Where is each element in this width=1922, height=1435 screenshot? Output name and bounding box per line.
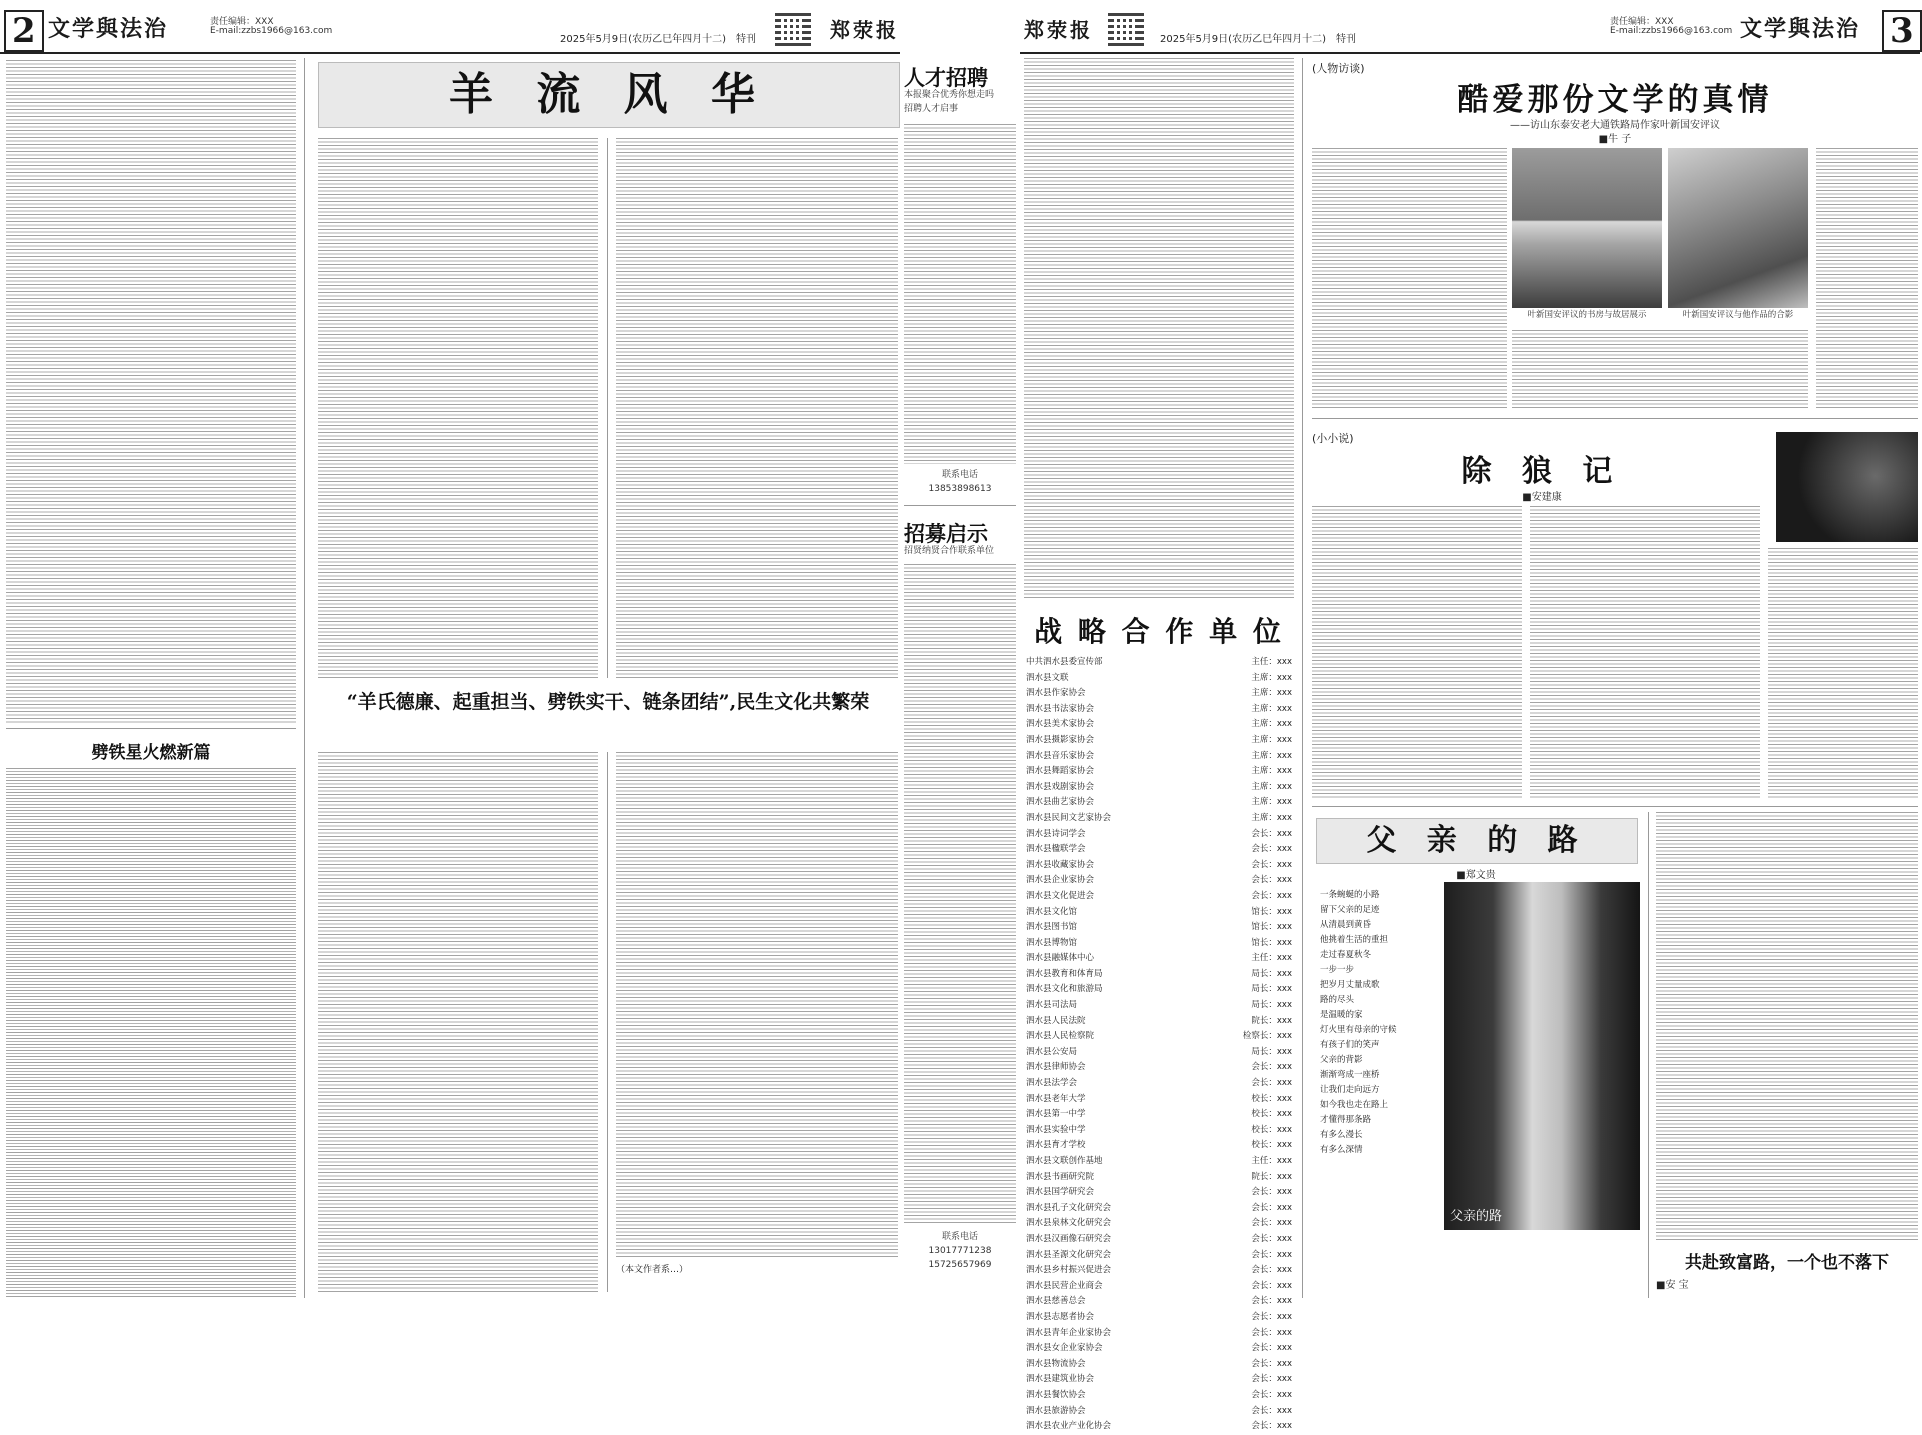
partner-name: 泗水县曲艺家协会 xyxy=(1026,797,1095,808)
poem-line: 一条蜿蜒的小路 xyxy=(1320,890,1380,900)
partner-name: 泗水县作家协会 xyxy=(1026,688,1086,699)
partner-name: 泗水县物流协会 xyxy=(1026,1358,1086,1369)
strategy-partner-item xyxy=(1026,811,1292,827)
partner-contact: 主任：xxx xyxy=(1251,657,1292,667)
partner-name: 泗水县老年大学 xyxy=(1026,1093,1086,1104)
feature-photo-portrait xyxy=(1668,148,1808,308)
strategy-partner-item xyxy=(1026,1341,1292,1357)
hiring-body xyxy=(904,564,1016,1224)
partner-contact: 主任：xxx xyxy=(1251,1156,1292,1166)
partner-contact: 会长：xxx xyxy=(1251,1202,1292,1213)
strategy-partners-title: 战 略 合 作 单 位 xyxy=(1034,615,1284,648)
poem-line: 路的尽头 xyxy=(1320,995,1355,1005)
strategy-partner-item xyxy=(1026,967,1292,983)
partner-name: 泗水县法学会 xyxy=(1026,1078,1078,1089)
strategy-partner-item xyxy=(1026,1060,1292,1076)
poem-line: 他挑着生活的重担 xyxy=(1320,935,1389,945)
partner-name: 泗水县乡村振兴促进会 xyxy=(1026,1265,1112,1276)
strategy-partner-item xyxy=(1026,982,1292,998)
issue-date: 2025年5月9日(农历乙巳年四月十二) 特刊 xyxy=(1160,34,1356,45)
partner-name: 泗水县博物馆 xyxy=(1026,937,1078,948)
partner-contact: 院长：xxx xyxy=(1251,1015,1292,1026)
poem-line: 把岁月丈量成歌 xyxy=(1320,980,1380,990)
feature-kicker: (人物访谈) xyxy=(1312,62,1365,75)
photo-caption: 叶新国安评议的书房与故居展示 xyxy=(1527,310,1647,320)
strategy-partner-item xyxy=(1026,702,1292,718)
issue-date: 2025年5月9日(农历乙巳年四月十二) 特刊 xyxy=(560,34,756,45)
article-column xyxy=(1656,812,1918,1242)
story-kicker: (小小说) xyxy=(1312,432,1354,445)
partner-contact: 会长：xxx xyxy=(1251,1265,1292,1276)
strategy-partner-item xyxy=(1026,1045,1292,1061)
recruit-title: 人才招聘 xyxy=(904,65,988,90)
partner-contact: 会长：xxx xyxy=(1251,875,1292,886)
strategy-partner-item xyxy=(1026,795,1292,811)
poem-line: 有多么漫长 xyxy=(1320,1130,1363,1140)
strategy-partner-item xyxy=(1026,827,1292,843)
partner-name: 泗水县慈善总会 xyxy=(1026,1296,1086,1307)
strategy-partner-item xyxy=(1026,1388,1292,1404)
partner-name: 泗水县文联创作基地 xyxy=(1026,1156,1103,1166)
newspaper-page-3 xyxy=(1020,0,1920,1432)
partner-name: 泗水县收藏家协会 xyxy=(1026,859,1095,870)
partner-contact: 主席：xxx xyxy=(1251,750,1292,761)
strategy-partner-item xyxy=(1026,1014,1292,1030)
article-column xyxy=(1312,506,1522,798)
photo-label: 父亲的路 xyxy=(1450,1209,1503,1224)
partner-name: 泗水县文化和旅游局 xyxy=(1026,984,1103,995)
paper-name: 郑荥报 xyxy=(830,18,899,42)
partner-contact: 校长：xxx xyxy=(1251,1109,1292,1120)
partner-contact: 会长：xxx xyxy=(1251,1358,1292,1369)
qr-code-icon[interactable] xyxy=(1108,10,1144,46)
poem-line: 是温暖的家 xyxy=(1320,1010,1363,1020)
divider xyxy=(904,505,1016,506)
recruit-phone: 13853898613 xyxy=(928,484,992,494)
partner-name: 泗水县司法局 xyxy=(1026,1000,1078,1011)
divider xyxy=(1648,812,1649,1298)
strategy-partner-item xyxy=(1026,873,1292,889)
strategy-partner-item xyxy=(1026,1123,1292,1139)
center-sidebar xyxy=(900,0,1020,1304)
article-column xyxy=(6,768,296,1298)
partner-contact: 会长：xxx xyxy=(1251,1311,1292,1322)
recruit-contact: 联系电话 xyxy=(941,470,978,480)
poem-line: 让我们走向远方 xyxy=(1320,1085,1380,1095)
masthead-brand: 文学與法治 xyxy=(1740,16,1861,42)
strategy-partner-item xyxy=(1026,889,1292,905)
partner-contact: 会长：xxx xyxy=(1251,1062,1292,1073)
strategy-partner-item xyxy=(1026,764,1292,780)
partner-contact: 会长：xxx xyxy=(1251,828,1292,839)
partner-name: 泗水县青年企业家协会 xyxy=(1026,1327,1112,1338)
strategy-partner-item xyxy=(1026,1185,1292,1201)
partner-name: 泗水县民营企业商会 xyxy=(1026,1280,1103,1291)
strategy-partner-item xyxy=(1026,686,1292,702)
partner-contact: 会长：xxx xyxy=(1251,1327,1292,1338)
article-column xyxy=(616,138,898,678)
strategy-partner-item xyxy=(1026,1372,1292,1388)
article-column xyxy=(1024,58,1294,598)
page-number: 2 xyxy=(4,10,44,52)
poem-line: 如今我也走在路上 xyxy=(1320,1100,1389,1110)
poem-line: 父亲的背影 xyxy=(1320,1055,1363,1065)
strategy-partner-item xyxy=(1026,936,1292,952)
partner-contact: 会长：xxx xyxy=(1251,844,1292,855)
partner-contact: 馆长：xxx xyxy=(1251,922,1292,933)
partner-contact: 会长：xxx xyxy=(1251,1280,1292,1291)
partner-contact: 会长：xxx xyxy=(1251,1249,1292,1260)
strategy-partner-item xyxy=(1026,1326,1292,1342)
partner-contact: 主席：xxx xyxy=(1251,812,1292,823)
partner-contact: 院长：xxx xyxy=(1251,1171,1292,1182)
poem-title: 父 亲 的 路 xyxy=(1316,818,1638,864)
photo-caption: 叶新国安评议与他作品的合影 xyxy=(1682,310,1794,320)
partner-name: 泗水县志愿者协会 xyxy=(1026,1311,1095,1322)
paper-name: 郑荥报 xyxy=(1024,18,1093,42)
article-column xyxy=(1312,148,1507,408)
article-column xyxy=(6,60,296,725)
partner-name: 中共泗水县委宣传部 xyxy=(1026,657,1103,667)
partner-name: 泗水县圣源文化研究会 xyxy=(1026,1249,1112,1260)
partner-name: 泗水县公安局 xyxy=(1026,1046,1078,1057)
partner-name: 泗水县女企业家协会 xyxy=(1026,1343,1103,1354)
strategy-partner-item xyxy=(1026,1138,1292,1154)
divider xyxy=(1312,806,1918,807)
poem-byline: ■郑文贵 xyxy=(1456,870,1496,881)
partner-name: 泗水县楹联学会 xyxy=(1026,844,1086,855)
strategy-partner-item xyxy=(1026,1263,1292,1279)
partner-name: 泗水县诗词学会 xyxy=(1026,828,1086,839)
story-title: 除 狼 记 xyxy=(1461,454,1623,489)
partner-name: 泗水县文联 xyxy=(1026,672,1069,683)
hiring-phone: 15725657969 xyxy=(928,1260,992,1270)
partner-name: 泗水县融媒体中心 xyxy=(1026,953,1095,964)
partner-contact: 会长：xxx xyxy=(1251,1421,1292,1432)
poem-line: 才懂得那条路 xyxy=(1320,1115,1372,1125)
strategy-partner-item xyxy=(1026,905,1292,921)
strategy-partner-item xyxy=(1026,1294,1292,1310)
strategy-partner-item xyxy=(1026,1357,1292,1373)
strategy-partner-item xyxy=(1026,1154,1292,1170)
newspaper-page-2 xyxy=(0,0,900,1304)
partner-name: 泗水县人民检察院 xyxy=(1026,1031,1095,1042)
recruit-body xyxy=(904,124,1016,464)
page-number: 3 xyxy=(1882,10,1922,52)
strategy-partner-item xyxy=(1026,749,1292,765)
feature-subtitle: ——访山东泰安老大通铁路局作家叶新国安评议 xyxy=(1510,120,1720,131)
article-footnote: （本文作者系…） xyxy=(616,1265,689,1275)
partner-contact: 会长：xxx xyxy=(1251,1389,1292,1400)
partner-contact: 校长：xxx xyxy=(1251,1124,1292,1135)
hiring-title: 招募启示 xyxy=(904,521,988,546)
poem-line: 留下父亲的足迹 xyxy=(1320,905,1380,915)
divider xyxy=(1302,58,1303,1298)
hiring-subtitle: 招贤纳贤合作联系单位 xyxy=(904,546,995,556)
strategy-partner-item xyxy=(1026,1092,1292,1108)
article-column xyxy=(1816,148,1918,408)
partner-contact: 会长：xxx xyxy=(1251,1374,1292,1385)
editor-email: E-mail:zzbs1966@163.com xyxy=(210,26,333,36)
partner-contact: 会长：xxx xyxy=(1251,1405,1292,1416)
partner-name: 泗水县美术家协会 xyxy=(1026,719,1095,730)
partner-name: 泗水县第一中学 xyxy=(1026,1109,1086,1120)
poem-line: 灯火里有母亲的守候 xyxy=(1320,1025,1397,1035)
closing-byline: ■安 宝 xyxy=(1656,1280,1689,1291)
partner-name: 泗水县教育和体育局 xyxy=(1026,968,1103,979)
feature-title: 酷爱那份文学的真情 xyxy=(1457,82,1773,118)
recruit-subtitle: 招聘人才启事 xyxy=(904,104,959,114)
partner-contact: 会长：xxx xyxy=(1251,1233,1292,1244)
partner-contact: 馆长：xxx xyxy=(1251,937,1292,948)
editor-line: 责任编辑：XXX xyxy=(210,17,274,27)
closing-article-title: 共赴致富路，一个也不落下 xyxy=(1685,1253,1889,1273)
strategy-partner-item xyxy=(1026,780,1292,796)
strategy-partner-item xyxy=(1026,733,1292,749)
partner-contact: 会长：xxx xyxy=(1251,1296,1292,1307)
partner-contact: 局长：xxx xyxy=(1251,1046,1292,1057)
partner-contact: 主任：xxx xyxy=(1251,953,1292,964)
story-photo-wolf xyxy=(1776,432,1918,542)
partner-name: 泗水县企业家协会 xyxy=(1026,875,1095,886)
partner-contact: 会长：xxx xyxy=(1251,1078,1292,1089)
partner-contact: 主席：xxx xyxy=(1251,734,1292,745)
partner-contact: 会长：xxx xyxy=(1251,1218,1292,1229)
article-title-pishi: 劈铁星火燃新篇 xyxy=(91,743,211,763)
poem-line: 有多么深情 xyxy=(1320,1145,1363,1155)
partner-name: 泗水县孔子文化研究会 xyxy=(1026,1202,1112,1213)
feature-photo-room xyxy=(1512,148,1662,308)
strategy-partner-item xyxy=(1026,1404,1292,1420)
strategy-partner-item xyxy=(1026,1076,1292,1092)
partner-contact: 校长：xxx xyxy=(1251,1140,1292,1151)
article-column xyxy=(616,752,898,1257)
strategy-partner-item xyxy=(1026,1029,1292,1045)
partner-contact: 局长：xxx xyxy=(1251,968,1292,979)
strategy-partner-item xyxy=(1026,842,1292,858)
poem-line: 有孩子们的笑声 xyxy=(1320,1040,1380,1050)
strategy-partner-item xyxy=(1026,1419,1292,1435)
article-column xyxy=(1530,506,1760,798)
masthead-brand: 文学與法治 xyxy=(48,16,169,42)
article-title-yangshi: “羊氏德廉、起重担当、劈铁实干、链条团结”,民生文化共繁荣 xyxy=(346,691,870,713)
qr-code-icon[interactable] xyxy=(775,10,811,46)
poem-line: 走过春夏秋冬 xyxy=(1320,950,1372,960)
strategy-partner-item xyxy=(1026,671,1292,687)
partner-name: 泗水县餐饮协会 xyxy=(1026,1389,1086,1400)
partner-name: 泗水县建筑业协会 xyxy=(1026,1374,1095,1385)
partner-contact: 主席：xxx xyxy=(1251,688,1292,699)
strategy-partner-item xyxy=(1026,1216,1292,1232)
editor-email: E-mail:zzbs1966@163.com xyxy=(1610,26,1733,36)
partner-name: 泗水县书法家协会 xyxy=(1026,703,1095,714)
poem-line: 从清晨到黄昏 xyxy=(1320,920,1372,930)
strategy-partner-item xyxy=(1026,1232,1292,1248)
poem-photo-alley xyxy=(1444,882,1640,1230)
partner-name: 泗水县旅游协会 xyxy=(1026,1405,1086,1416)
strategy-partner-item xyxy=(1026,951,1292,967)
partner-contact: 主席：xxx xyxy=(1251,703,1292,714)
partner-name: 泗水县音乐家协会 xyxy=(1026,750,1095,761)
partner-contact: 检察长：xxx xyxy=(1242,1031,1292,1042)
partner-name: 泗水县文化馆 xyxy=(1026,906,1078,917)
partner-name: 泗水县实验中学 xyxy=(1026,1124,1086,1135)
article-column xyxy=(1768,548,1918,798)
partner-contact: 会长：xxx xyxy=(1251,890,1292,901)
partner-name: 泗水县育才学校 xyxy=(1026,1140,1086,1151)
partner-contact: 局长：xxx xyxy=(1251,1000,1292,1011)
partner-name: 泗水县图书馆 xyxy=(1026,922,1078,933)
article-column xyxy=(1512,330,1808,408)
feature-byline: ■牛 子 xyxy=(1598,134,1632,145)
divider xyxy=(607,138,608,678)
strategy-partner-item xyxy=(1026,858,1292,874)
partner-contact: 主席：xxx xyxy=(1251,672,1292,683)
partner-name: 泗水县摄影家协会 xyxy=(1026,734,1095,745)
partner-name: 泗水县泉林文化研究会 xyxy=(1026,1218,1112,1229)
partner-name: 泗水县律师协会 xyxy=(1026,1062,1086,1073)
partner-name: 泗水县国学研究会 xyxy=(1026,1187,1095,1198)
recruit-subtitle: 本报聚合优秀你想走吗 xyxy=(904,90,995,100)
article-column xyxy=(318,138,598,678)
partner-name: 泗水县人民法院 xyxy=(1026,1015,1086,1026)
strategy-partner-item xyxy=(1026,655,1292,671)
partner-contact: 主席：xxx xyxy=(1251,797,1292,808)
poem-line: 渐渐弯成一座桥 xyxy=(1320,1070,1380,1080)
partner-contact: 会长：xxx xyxy=(1251,1343,1292,1354)
divider xyxy=(304,58,305,1298)
partner-contact: 会长：xxx xyxy=(1251,859,1292,870)
strategy-partners-list xyxy=(1026,655,1292,1432)
page-header-right xyxy=(1020,8,1920,54)
strategy-partner-item xyxy=(1026,1248,1292,1264)
strategy-partner-item xyxy=(1026,1170,1292,1186)
editor-line: 责任编辑：XXX xyxy=(1610,17,1674,27)
strategy-partner-item xyxy=(1026,1201,1292,1217)
partner-name: 泗水县戏剧家协会 xyxy=(1026,781,1095,792)
page-header-left xyxy=(0,8,900,54)
partner-contact: 馆长：xxx xyxy=(1251,906,1292,917)
strategy-partner-item xyxy=(1026,1310,1292,1326)
partner-name: 泗水县文化促进会 xyxy=(1026,890,1095,901)
partner-contact: 主席：xxx xyxy=(1251,719,1292,730)
story-byline: ■安建康 xyxy=(1522,492,1562,503)
strategy-partner-item xyxy=(1026,717,1292,733)
partner-name: 泗水县民间文艺家协会 xyxy=(1026,812,1112,823)
partner-name: 泗水县书画研究院 xyxy=(1026,1171,1095,1182)
article-column xyxy=(318,752,598,1292)
partner-name: 泗水县舞蹈家协会 xyxy=(1026,766,1095,777)
divider xyxy=(6,728,296,729)
strategy-partner-item xyxy=(1026,1279,1292,1295)
strategy-partner-item xyxy=(1026,998,1292,1014)
partner-name: 泗水县农业产业化协会 xyxy=(1026,1421,1112,1432)
partner-contact: 主席：xxx xyxy=(1251,766,1292,777)
poem-lines xyxy=(1320,888,1440,1158)
section-banner-title: 羊 流 风 华 xyxy=(318,62,900,128)
partner-contact: 校长：xxx xyxy=(1251,1093,1292,1104)
divider xyxy=(607,752,608,1292)
partner-contact: 局长：xxx xyxy=(1251,984,1292,995)
partner-name: 泗水县汉画像石研究会 xyxy=(1026,1233,1112,1244)
poem-line: 一步一步 xyxy=(1320,965,1355,975)
hiring-phone: 13017771238 xyxy=(928,1246,992,1256)
divider xyxy=(1312,418,1918,419)
partner-contact: 会长：xxx xyxy=(1251,1187,1292,1198)
strategy-partner-item xyxy=(1026,920,1292,936)
partner-contact: 主席：xxx xyxy=(1251,781,1292,792)
hiring-contact: 联系电话 xyxy=(941,1232,978,1242)
strategy-partner-item xyxy=(1026,1107,1292,1123)
